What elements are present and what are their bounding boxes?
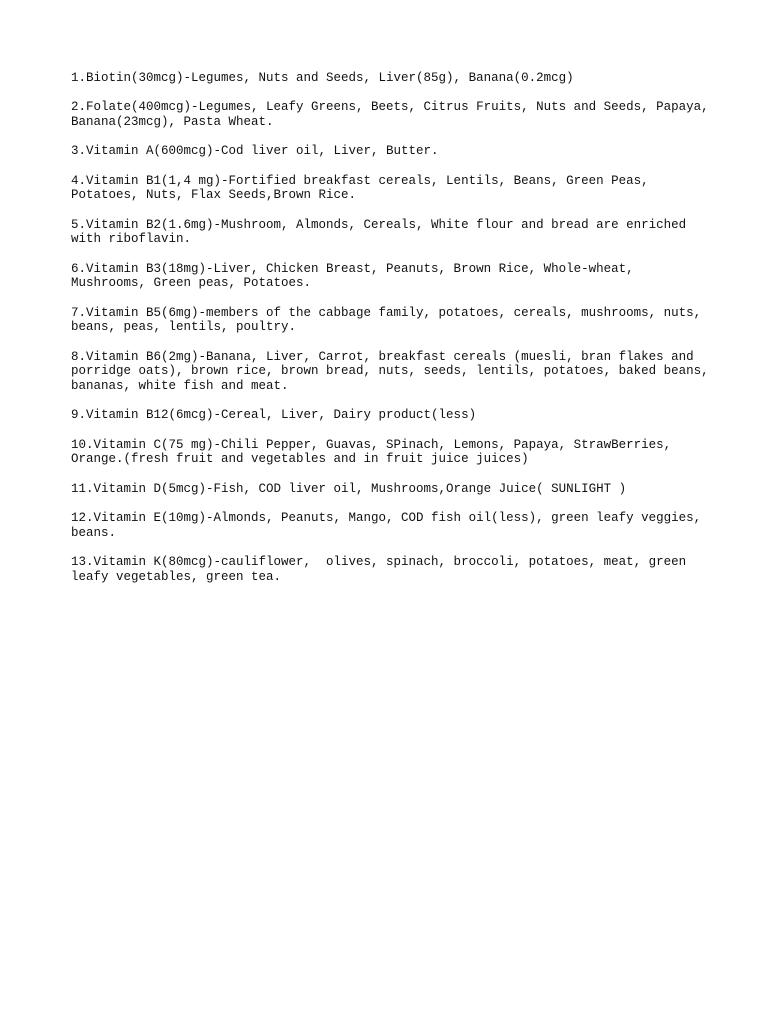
list-item-vitamin-b1: 4.Vitamin B1(1,4 mg)-Fortified breakfast cereals, Lentils, Beans, Green Peas, Potatoes, Nuts, Flax Seeds,Brown Rice.	[71, 173, 657, 203]
list-item-vitamin-c: 10.Vitamin C(75 mg)-Chili Pepper, Guavas, SPinach, Lemons, Papaya, StrawBerries, Orange.(fresh fruit and vegetables and in fruit juice juices)	[71, 437, 679, 467]
document-body	[71, 71, 717, 599]
list-item-vitamin-b3: 6.Vitamin B3(18mg)-Liver, Chicken Breast, Peanuts, Brown Rice, Whole-wheat, Mushrooms, Green peas, Potatoes.	[71, 261, 642, 291]
list-item-vitamin-b6: 8.Vitamin B6(2mg)-Banana, Liver, Carrot, breakfast cereals (muesli, bran flakes and porridge oats), brown rice, brown bread, nuts, seeds, lentils, potatoes, baked beans, bananas, white fish and meat.	[71, 349, 717, 393]
list-item-folate: 2.Folate(400mcg)-Legumes, Leafy Greens, Beets, Citrus Fruits, Nuts and Seeds, Papaya, Banana(23mcg), Pasta Wheat.	[71, 100, 717, 129]
list-item-vitamin-b5: 7.Vitamin B5(6mg)-members of the cabbage family, potatoes, cereals, mushrooms, nuts, beans, peas, lentils, poultry.	[71, 305, 709, 335]
list-item-vitamin-d: 11.Vitamin D(5mcg)-Fish, COD liver oil, Mushrooms,Orange Juice( SUNLIGHT )	[71, 481, 627, 496]
list-item-vitamin-a: 3.Vitamin A(600mcg)-Cod liver oil, Liver, Butter.	[71, 144, 439, 159]
list-item-vitamin-b2: 5.Vitamin B2(1.6mg)-Mushroom, Almonds, Cereals, White flour and bread are enriched with riboflavin.	[71, 217, 694, 247]
list-item-biotin: 1.Biotin(30mcg)-Legumes, Nuts and Seeds, Liver(85g), Banana(0.2mcg)	[71, 71, 574, 85]
list-item-vitamin-b12: 9.Vitamin B12(6mcg)-Cereal, Liver, Dairy product(less)	[71, 408, 477, 423]
list-item-vitamin-k: 13.Vitamin K(80mcg)-cauliflower, olives, spinach, broccoli, potatoes, meat, green leafy vegetables, green tea.	[71, 554, 694, 584]
list-item-vitamin-e: 12.Vitamin E(10mg)-Almonds, Peanuts, Mango, COD fish oil(less), green leafy veggies, beans.	[71, 510, 709, 540]
